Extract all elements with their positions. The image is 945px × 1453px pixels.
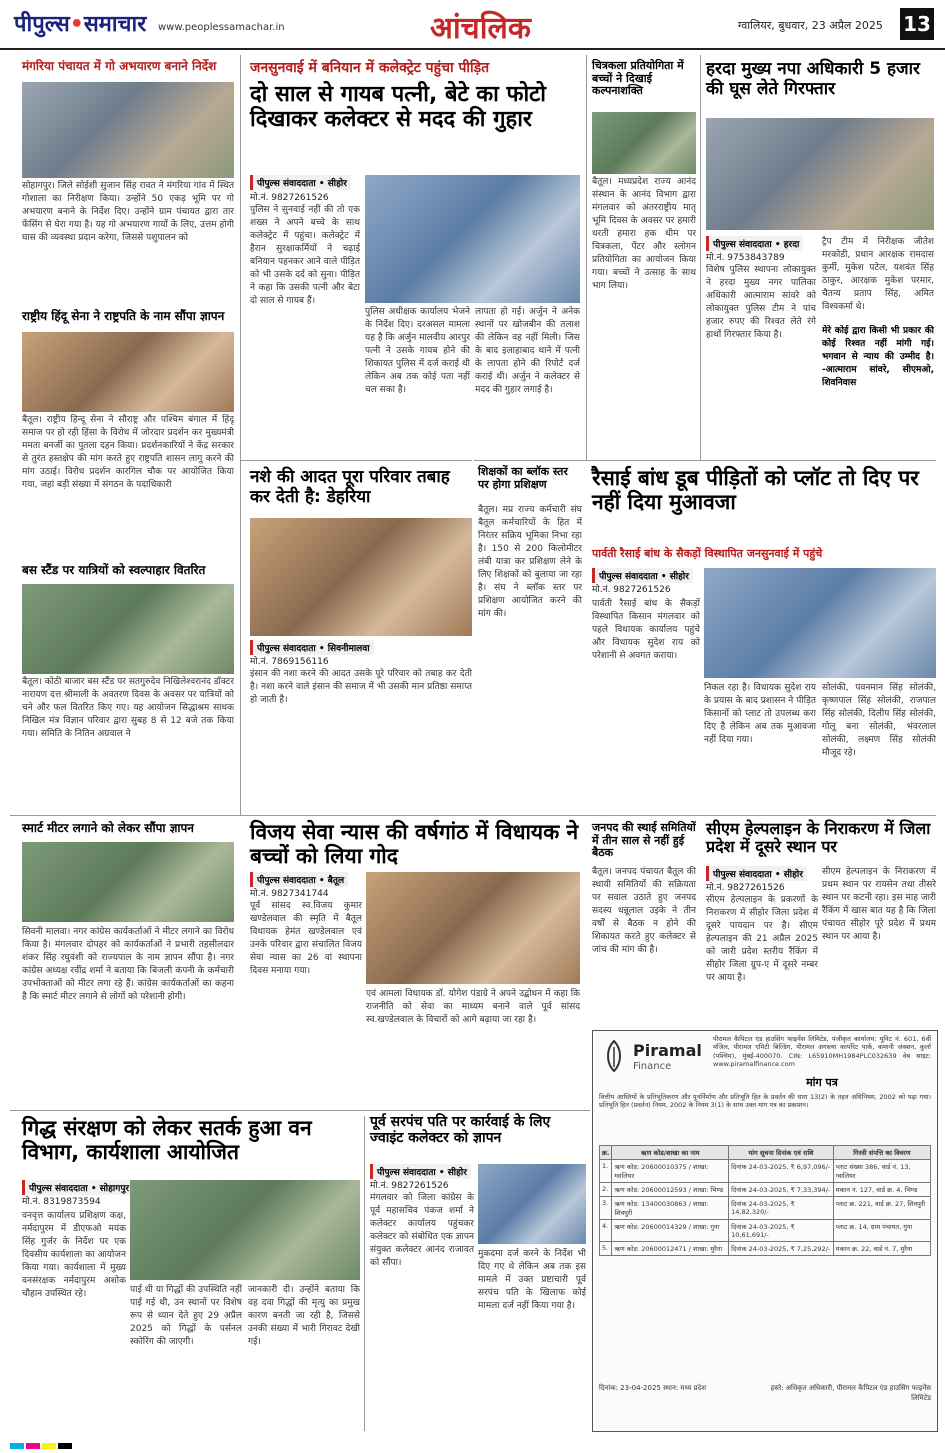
ad-table-cell: प्लाट क्र. 14, ग्राम पंचायत, गुना xyxy=(833,1220,930,1242)
print-registration-bar xyxy=(10,1434,936,1442)
ad-table-header: ऋण कोड/शाखा का नाम xyxy=(612,1146,729,1160)
story-body: वनवृत्त कार्यालय प्रशिक्षण कक्ष, नर्मदापुरम में डीएफओ मयंक सिंह गुर्जर के निर्देश पर एक दिवसीय कार्यशाला का आयोजन किया गया। कार्यशाला में मुख्य वनसंरक्षक नर्मदापुरम अशोक चौहान उपस्थित रहे। xyxy=(22,1211,126,1300)
story-body: मुकदमा दर्ज करने के निर्देश भी दिए गए थे लेकिन अब तक इस मामले में उक्त प्रष्टाचारी पूर्व सरपंच पति के खिलाफ कोई मामला दर्ज नहीं किया गया है। xyxy=(478,1249,586,1312)
section-rule xyxy=(10,1110,590,1111)
story-subheadline: पार्वती रैसाई बांध के सैकड़ों विस्थापित जनसुनवाई में पहुंचे xyxy=(592,547,823,560)
story-body: बैतूल। मप्र राज्य कर्मचारी संघ बैतूल कर्मचारियों के हित में निरंतर सक्रिय भूमिका निभा रहा है। 150 से 200 किलोमीटर लंबी यात्रा कर प्रशिक्षण लेने के लिए शिक्षकों को बुलाया जा रहा है। संघ ने ब्लॉक स्तर पर प्रशिक्षण आयोजित करने की मांग की। xyxy=(478,505,582,620)
byline: पीपुल्स संवाददाता • सीहोर xyxy=(592,568,693,583)
ad-table-cell: मकान नं. 127, वार्ड क्र. 4, भिण्ड xyxy=(833,1183,930,1197)
story-photo xyxy=(22,332,234,412)
story-photo xyxy=(478,1164,586,1244)
ad-table-cell: 1. xyxy=(600,1160,612,1183)
ad-table-header: क्र. xyxy=(600,1146,612,1160)
story-body: विशेष पुलिस स्थापना लोकायुक्त ने हरदा मुख्य नगर पालिका अधिकारी आत्माराम सांवरे को लोकायुक्त पुलिस टीम ने पांच हजार रुपए की रिश्वत लेते रंगे हाथों गिरफ्तार किया है। xyxy=(706,265,816,341)
story-photo xyxy=(706,118,934,230)
byline: पीपुल्स संवाददाता • सीहोर xyxy=(370,1164,471,1179)
brand-logo: पीपुल्स•समाचार xyxy=(14,12,147,37)
ad-table-cell: 3. xyxy=(600,1197,612,1220)
story-headline: पूर्व सरपंच पति पर कार्रवाई के लिए ज्वाइंट कलेक्टर को ज्ञापन xyxy=(370,1114,551,1147)
story-photo xyxy=(366,872,580,984)
byline: पीपुल्स संवाददाता • बैतूल xyxy=(250,872,348,887)
lead-kicker: जनसुनवाई में बनियान में कलेक्ट्रेट पहुंचा पीड़ित xyxy=(250,60,490,76)
column-rule xyxy=(364,1116,365,1431)
story-body: निकल रहा है। विधायक सुदेश राय के प्रयास के बाद प्रशासन ने पीड़ित किसानों को प्लाट तो उपलब्ध करा दिए है लेकिन अब तक मुआवजा नहीं दिया गया। xyxy=(704,683,816,746)
reporter-mobile: मो.नं. 8319873594 xyxy=(22,1197,101,1207)
story-body: लापता हो गई। अर्जुन ने अनेक स्थानों पर खोजबीन की तलाश की लेकिन वह नहीं मिली। जिस के बाद इलाहाबाद थाने में पत्नी के लापता होने की रिपोर्ट दर्ज कराई थी। अर्जुन ने कलेक्टर से मदद की गुहार लगाई है। xyxy=(475,307,580,396)
story-body: जानकारी दी। उन्होंने बताया कि वह दवा गिद्धों की मृत्यु का प्रमुख कारण बनती जा रही है, जिससे उनकी संख्या में भारी गिरावट देखी गई। xyxy=(248,1285,360,1348)
byline: पीपुल्स संवाददाता • सिवनीमालवा xyxy=(250,640,374,655)
story-headline: रैसाई बांध डूब पीड़ितों को प्लॉट तो दिए पर नहीं दिया मुआवजा xyxy=(592,466,919,515)
story-body: पाई थी या गिद्धों की उपस्थिति नहीं पाई गई थी, उन स्थानों पर विशेष रूप से ध्यान देते हुए 29 अप्रैल 2025 को गिद्धों के पर्सनल स्कोरिंग की जाएगी। xyxy=(130,1285,242,1348)
lead-photo xyxy=(365,175,580,303)
ad-table-wrap xyxy=(599,1145,931,1256)
ad-title: मांग पत्र xyxy=(806,1076,838,1089)
reporter-mobile: मो.नं. 9827261526 xyxy=(370,1181,449,1191)
story-photo xyxy=(22,584,234,674)
ad-company-sub: Finance xyxy=(633,1061,672,1072)
story-body: एवं आमला विधायक डॉ. योगेश पंडाग्रे ने अपने उद्बोधन में कहा कि राजनीति को सेवा का माध्यम बनाने वाले पूर्व सांसद स्व.खण्डेलवाल के विचारों को आगे बढ़ाया जा रहा है। xyxy=(366,989,580,1026)
ad-table-row xyxy=(600,1160,931,1183)
section-rule xyxy=(586,460,936,461)
story-photo xyxy=(592,112,696,174)
ad-table-cell: ऋण कोड: 13400030863 / शाखा: शिवपुरी xyxy=(612,1197,729,1220)
ad-table xyxy=(599,1145,931,1256)
story-body: ट्रैप टीम में निरीक्षक जीतेश मरकोडी, प्रधान आरक्षक रामदास कुर्मी, मुकेश पटेल, यशवंत सिंह ठाकुर, आरक्षक मुकेश परमार, चैतन्य प्रताप सिंह, अमित विश्वकर्मा थे। xyxy=(822,237,934,313)
story-body: बैतूल। जनपद पंचायत बैतूल की स्थायी समितियों की सक्रियता पर सवाल उठाते हुए जनपद सदस्य धन्नूलाल उइके ने तीन वर्षों से बैठक न होने की शिकायत करते हुए कलेक्टर से जांच की मांग की है। xyxy=(592,867,696,956)
reporter-mobile: मो.नं. 9827261526 xyxy=(250,193,329,203)
story-body: बैतूल। कोठी बाजार बस स्टैंड पर सतगुरुदेव निखिलेश्वरानंद डॉक्टर नारायण दत्त श्रीमाली के अवतरण दिवस के अवसर पर यात्रियों को चने और फल वितरित किए गए। यह आयोजन सिद्धाश्रम साधक निखिल मंत्र विज्ञान परिवार द्वारा सुबह 8 से 12 बजे तक किया गया। समिति के नितिन अग्रवाल ने xyxy=(22,677,234,740)
story-headline: गिद्ध संरक्षण को लेकर सतर्क हुआ वन विभाग, कार्यशाला आयोजित xyxy=(22,1116,312,1165)
story-photo xyxy=(250,518,472,636)
ad-table-cell: ऋण कोड: 20600010375 / शाखा: ग्वालियर xyxy=(612,1160,729,1183)
ad-table-cell: 2. xyxy=(600,1183,612,1197)
masthead xyxy=(0,0,945,50)
ad-table-cell: प्लाट क्र. 221, वार्ड क्र. 27, शिवपुरी xyxy=(833,1197,930,1220)
ad-table-cell: ऋण कोड: 20600012471 / शाखा: मुरैना xyxy=(612,1242,729,1256)
ad-table-cell: मकान क्र. 22, वार्ड नं. 7, मुरैना xyxy=(833,1242,930,1256)
site-url: www.peoplessamachar.in xyxy=(158,22,285,33)
story-headline: जनपद की स्थाई समितियों में तीन साल से नहीं हुई बैठक xyxy=(592,821,696,860)
story-photo xyxy=(704,568,936,678)
story-headline: हरदा मुख्य नपा अधिकारी 5 हजार की घूस लेते गिरफ्तार xyxy=(706,59,920,99)
public-notice-ad xyxy=(592,1030,938,1432)
byline: पीपुल्स संवाददाता • सीहोर xyxy=(706,866,807,881)
byline: पीपुल्स संवाददाता • सीहोर xyxy=(250,175,351,190)
ad-table-cell: प्लाट संख्या 386, वार्ड नं. 13, ग्वालियर xyxy=(833,1160,930,1183)
column-rule xyxy=(240,55,241,815)
story-headline: सीएम हेल्पलाइन के निराकरण में जिला प्रदेश में दूसरे स्थान पर xyxy=(706,819,931,857)
story-headline: विजय सेवा न्यास की वर्षगांठ में विधायक ने बच्चों को लिया गोद xyxy=(250,820,579,869)
reporter-mobile: मो.नं. 9827261526 xyxy=(706,883,785,893)
story-headline: नशे की आदत पूरा परिवार तबाह कर देती है: डेहरिया xyxy=(250,467,450,507)
story-headline: शिक्षकों का ब्लॉक स्तर पर होगा प्रशिक्षण xyxy=(478,465,568,491)
ad-intro: वित्तीय आस्तियों के प्रतिभूतिकरण और पुनर्निर्माण और प्रतिभूति हित के प्रवर्तन की धारा 13(2) के तहत अधिनियम, 2002 को पढ़ा गया। प्रतिभूति हित (प्रवर्तन) नियम, 2002 के नियम 3(1) के साथ उक्त मांग पत्र का प्रकाशन। xyxy=(599,1093,931,1110)
ad-footer: दिनांक: 23-04-2025 स्थान: मध्य प्रदेश xyxy=(599,1384,706,1392)
ad-table-cell: दिनांक 24-03-2025, ₹ 14,82,320/- xyxy=(729,1197,834,1220)
reporter-mobile: मो.नं. 9827341744 xyxy=(250,889,329,899)
story-body: सोलंकी, पवनमान सिंह सोलंकी, कृष्णपाल सिंह सोलंकी, राजपाल सिंह सोलंकी, दिलीप सिंह सोलंकी, गोलू बना सोलंकी, भंवरलाल सोलंकी, लक्ष्मण सिंह सोलंकी मौजूद रहे। xyxy=(822,683,936,759)
story-headline: बस स्टैंड पर यात्रियों को स्वल्पाहार वितरित xyxy=(22,563,206,577)
ad-table-cell: ऋण कोड: 20600012593 / शाखा: भिण्ड xyxy=(612,1183,729,1197)
ad-table-header: गिरवी संपत्ति का विवरण xyxy=(833,1146,930,1160)
story-body: इंसान की नशा करने की आदत उसके पूरे परिवार को तबाह कर देती है। नशा करने वाले इंसान की समाज में भी उसकी मान प्रतिष्ठा समाप्त हो जाती है। xyxy=(250,669,472,706)
story-body: पुलिस अधीक्षक कार्यालय भेजने के निर्देश दिए। दरअसल मामला यह है कि अर्जुन मालवीय आरपुर पत्नी ने उसके गायब होने की शिकायत पुलिस में दर्ज कराई थी लेकिन अब तक कोई पता नहीं चल सका है। xyxy=(365,307,470,396)
byline: पीपुल्स संवाददाता • हरदा xyxy=(706,236,803,251)
ad-table-cell: दिनांक 24-03-2025, ₹ 6,97,096/- xyxy=(729,1160,834,1183)
story-body: पार्वती रैसाई बांध के सैकड़ों विस्थापित किसान मंगलवार को पहले विधायक कार्यालय पहुंचे और विधायक सुदेश राय को परेशानी से अवगत कराया। xyxy=(592,599,700,662)
ad-table-header: मांग सूचना दिनांक एवं राशि xyxy=(729,1146,834,1160)
ad-signature: हस्ते: अधिकृत अधिकारी, पीरामल कैपिटल एंड हाउसिंग फाइनेंस लिमिटेड xyxy=(770,1384,931,1403)
story-body: सिवनी मालवा। नगर कांग्रेस कार्यकर्ताओं ने मीटर लगाने का विरोध किया है। मंगलवार दोपहर को कार्यकर्ताओं ने प्रभारी तहसीलदार शंकर सिंह रघुवंशी को राज्यपाल के नाम ज्ञापन सौंपा है। नगर कांग्रेस अध्यक्ष रवींद्र शर्मा ने बताया कि बिजली कंपनी के कर्मचारी उपभोक्ताओं को मीटर लगा रहे हैं। कांग्रेस कार्यकर्ताओं का कहना है कि स्मार्ट मीटर लगाने से लोगों को परेशानी होगी। xyxy=(22,927,234,1003)
story-body: बैतूल। राष्ट्रीय हिन्दू सेना ने सौराष्ट्र और पश्चिम बंगाल में हिंदू समाज पर हो रही हिंसा के विरोध में जोरदार प्रदर्शन कर मुख्यमंत्री ममता बनर्जी का पुतला दहन किया। प्रदर्शनकारियों ने केंद्र सरकार से तुरंत हस्तक्षेप की मांग करते हुए राष्ट्रपति शासन लागू करने की मांग उठाई। विरोध प्रदर्शन कारगिल चौक पर आयोजित किया गया, जहां बड़ी संख्या में संगठन के पदाधिकारी xyxy=(22,415,234,491)
ad-table-cell: 4. xyxy=(600,1220,612,1242)
ad-table-cell: दिनांक 24-03-2025, ₹ 7,25,292/- xyxy=(729,1242,834,1256)
column-rule xyxy=(700,55,701,460)
section-rule xyxy=(240,460,472,461)
story-body: पूर्व सांसद स्व.विजय कुमार खण्डेलवाल की स्मृति में बैतूल विधायक हेमंत खण्डेलवाल एवं उनके परिवार द्वारा संचालित विजय सेवा न्यास का 26 वां स्थापना दिवस मनाया गया। xyxy=(250,901,362,977)
ad-table-cell: दिनांक 24-03-2025, ₹ 10,61,691/- xyxy=(729,1220,834,1242)
ad-table-row xyxy=(600,1220,931,1242)
story-headline: मंगरिया पंचायत में गो अभयारण बनाने निर्देश xyxy=(22,59,217,73)
section-rule xyxy=(474,460,586,461)
ad-company: Piramal xyxy=(633,1041,702,1060)
story-photo xyxy=(130,1180,360,1280)
pull-quote: मेरे कोई द्वारा किसी भी प्रकार की कोई रिश्वत नहीं मांगी गई। भगवान से न्याय की उम्मीद है। -आत्माराम सांवरे, सीएमओ, शिवनिवास xyxy=(822,326,934,389)
dateline: ग्वालियर, बुधवार, 23 अप्रैल 2025 xyxy=(738,19,883,32)
lead-headline: दो साल से गायब पत्नी, बेटे का फोटो दिखाकर कलेक्टर से मदद की गुहार xyxy=(250,82,546,133)
section-title: आंचलिक xyxy=(430,11,531,46)
ad-table-row xyxy=(600,1242,931,1256)
story-body: सीएम हेल्पलाइन के निराकरण में प्रथम स्थान पर रायसेन तथा तीसरे स्थान पर कटनी रहा। इस माह जारी रैंकिंग में खास बात यह है कि जिला पंचायत सीहोर पूरे प्रदेश में प्रथम स्थान पर आया है। xyxy=(822,867,936,943)
story-headline: चित्रकला प्रतियोगिता में बच्चों ने दिखाई कल्पनाशक्ति xyxy=(592,59,684,98)
ad-table-cell: दिनांक 24-03-2025, ₹ 7,33,394/- xyxy=(729,1183,834,1197)
ad-table-row xyxy=(600,1197,931,1220)
ad-header-text: पीरामल कैपिटल एंड हाउसिंग फाइनेंस लिमिटेड, पंजीकृत कार्यालय: यूनिट नं. 601, 6वीं मंजिल, पीरामल एमिटी बिल्डिंग, पीरामल अगस्त्या कार्पोरेट पार्क, कमानी जंक्शन, कुर्ला (पश्चिम), मुंबई-400070. CIN: L65910MH1984PLC032639 वेब साइट: www.piramalfinance.com xyxy=(713,1035,931,1069)
section-rule xyxy=(10,815,936,816)
byline: पीपुल्स संवाददाता • सोहागपुर xyxy=(22,1180,133,1195)
story-photo xyxy=(22,842,234,922)
column-rule xyxy=(586,55,587,460)
story-body: बैतूल। मध्यप्रदेश राज्य आनंद संस्थान के आनंद विभाग द्वारा मंगलवार को अंतरराष्ट्रीय मातृ भूमि दिवस के अवसर पर हमारी धरती हमारा हक थीम पर चित्रकला, पेंटर और स्लोगन प्रतियोगिता का आयोजन किया गया। बच्चों ने उत्साह के साथ भाग लिया। xyxy=(592,177,696,292)
story-body: सीएम हेल्पलाइन के प्रकरणों के निराकरण में सीहोर जिला प्रदेश में दूसरे पायदान पर है। सीएम हेल्पलाइन की 21 अप्रैल 2025 को जारी प्रदेश स्तरीय रैंकिंग में सीहोर जिला ग्रुप-ए में दूसरे नम्बर पर आया है। xyxy=(706,895,818,984)
reporter-mobile: मो.नं. 9827261526 xyxy=(592,585,671,595)
piramal-logo xyxy=(599,1037,709,1077)
ad-table-cell: 5. xyxy=(600,1242,612,1256)
ad-table-row xyxy=(600,1183,931,1197)
story-body: पुलिस ने सुनवाई नहीं की तो एक शख्स ने अपने बच्चे के साथ कलेक्ट्रेट में पहुंचा। कलेक्ट्रेट में हैरान सुरक्षाकर्मियों ने चढ़ाई बनियान पहनकर आने वाले पीड़ित को भी उसके दर्द को सुना। पीड़ित ने कहा कि उसकी पत्नी और बेटा दो साल से गायब हैं। xyxy=(250,205,360,307)
story-headline: राष्ट्रीय हिंदू सेना ने राष्ट्रपति के नाम सौंपा ज्ञापन xyxy=(22,309,225,323)
story-body: सोहागपुर। जिले सोईशी सुजान सिंह रावत ने मंगरिया गांव में स्थित गोशाला का निरीक्षण किया। उन्होंने 50 एकड़ भूमि पर गो अभयारण बनाने के निर्देश दिए। उन्होंने ग्राम पंचायत द्वारा तार फेंसिंग से घेरा गया है। यह गो अभयारण गायों के लिए, उत्तम होगी घास की व्यवस्था प्रदान करेगा, जिससे पशुपालन को xyxy=(22,181,234,244)
reporter-mobile: मो.नं. 7869156116 xyxy=(250,657,329,667)
story-body: मंगलवार को जिला कांग्रेस के पूर्व महासचिव पंकज शर्मा ने कलेक्टर कार्यालय पहुंचकर कलेक्टर को संबोधित एक ज्ञापन संयुक्त कलेक्टर आनंद राजावत को सौंपा। xyxy=(370,1193,474,1269)
reporter-mobile: मो.नं. 9753843789 xyxy=(706,253,785,263)
story-photo xyxy=(22,82,234,178)
page-number: 13 xyxy=(900,8,934,40)
story-headline: स्मार्ट मीटर लगाने को लेकर सौंपा ज्ञापन xyxy=(22,821,194,835)
ad-table-cell: ऋण कोड: 20600014329 / शाखा: गुना xyxy=(612,1220,729,1242)
